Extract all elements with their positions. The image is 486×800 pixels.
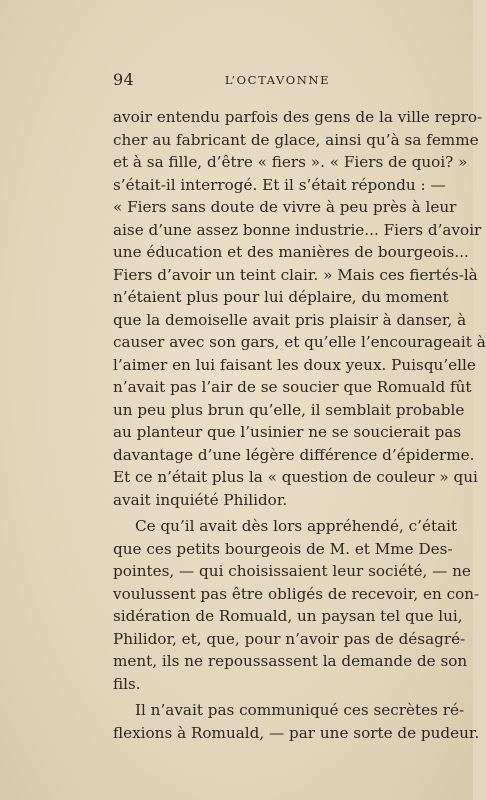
text-line: pointes, — qui choisissaient leur société, — ne xyxy=(113,562,471,580)
text-line: avoir entendu parfois des gens de la ville repro- xyxy=(113,108,483,126)
text-line: s’était-il interrogé. Et il s’était répondu : — xyxy=(113,175,446,194)
text-line: ment, ils ne repoussassent la demande de son xyxy=(113,652,468,670)
text-line: Fiers d’avoir un teint clair. » Mais ces fiertés-là xyxy=(113,265,478,284)
text-line: fils. xyxy=(113,674,141,693)
text-line: sidération de Romuald, un paysan tel que lui, xyxy=(113,607,463,625)
text-line: Ce qu’il avait dès lors appréhendé, c’était xyxy=(135,517,458,535)
text-line: cher au fabricant de glace, ainsi qu’à sa femme xyxy=(113,130,479,149)
text-line: voulussent pas être obligés de recevoir, en con- xyxy=(113,584,480,603)
running-title: L’OCTAVONNE xyxy=(224,73,331,87)
text-line: causer avec son gars, et qu’elle l’encourageait à xyxy=(113,333,486,351)
text-line: n’avait pas l’air de se soucier que Romuald fût xyxy=(113,378,472,396)
body-text xyxy=(113,106,486,744)
text-line: que la demoiselle avait pris plaisir à danser, à xyxy=(113,310,467,329)
text-line: « Fiers sans doute de vivre à peu près à leur xyxy=(113,198,457,216)
text-line: n’étaient plus pour lui déplaire, du moment xyxy=(113,288,449,306)
text-line: avait inquiété Philidor. xyxy=(113,490,288,509)
text-line: l’aimer en lui faisant les doux yeux. Puisqu’elle xyxy=(113,355,476,374)
text-line: au planteur que l’usinier ne se soucierait pas xyxy=(113,423,462,441)
text-line: Philidor, et, que, pour n’avoir pas de désagré- xyxy=(113,629,466,648)
running-head xyxy=(113,70,418,94)
text-line: Il n’avait pas communiqué ces secrètes ré- xyxy=(135,701,465,719)
text-line: aise d’une assez bonne industrie... Fiers d’avoir xyxy=(113,220,482,239)
text-line: une éducation et des manières de bourgeois... xyxy=(113,243,469,261)
text-line: et à sa fille, d’être « fiers ». « Fiers de quoi? » xyxy=(113,153,468,171)
text-line: Et ce n’était plus la « question de couleur » qui xyxy=(113,468,478,486)
text-line: flexions à Romuald, — par une sorte de pudeur. xyxy=(113,723,480,742)
text-line: un peu plus brun qu’elle, il semblait probable xyxy=(113,400,465,419)
page-number: 94 xyxy=(113,70,135,89)
text-line: davantage d’une légère différence d’épiderme. xyxy=(113,445,475,464)
text-line: que ces petits bourgeois de M. et Mme Des- xyxy=(113,539,453,558)
